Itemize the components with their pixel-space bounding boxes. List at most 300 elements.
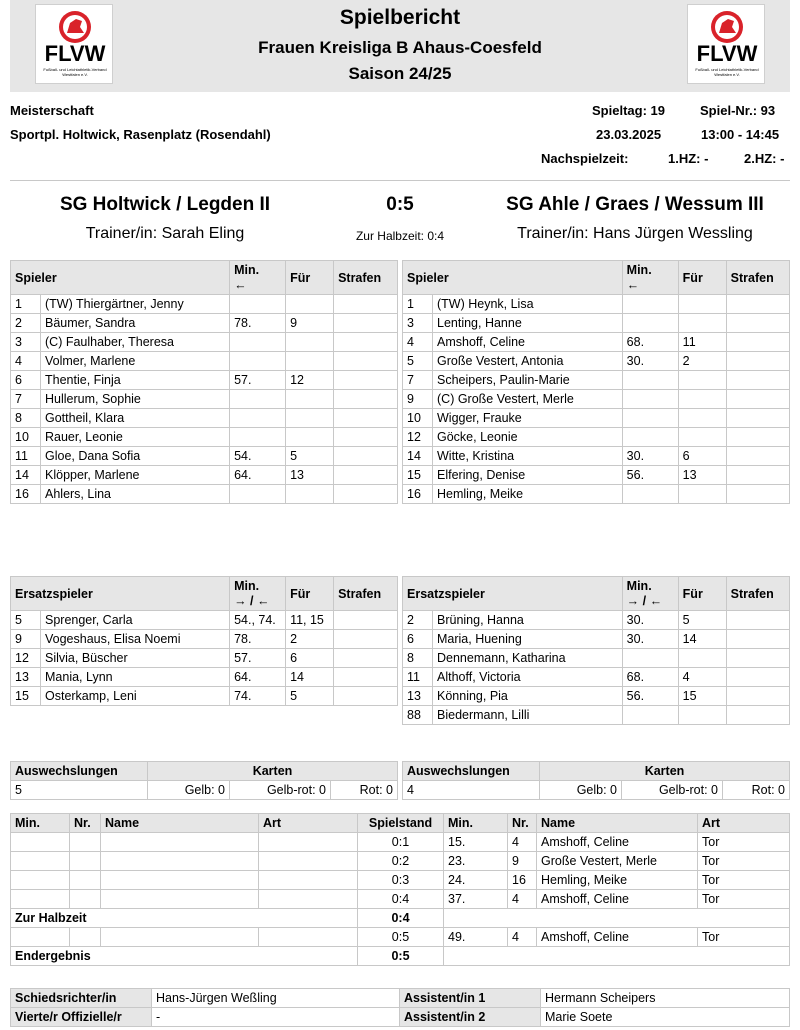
- player-number: 5: [11, 611, 41, 630]
- player-name: Könning, Pia: [433, 687, 623, 706]
- penalties-cell: [726, 295, 789, 314]
- player-number: 2: [11, 314, 41, 333]
- event-minute: 49.: [444, 928, 508, 947]
- event-number: 4: [508, 890, 537, 909]
- col-penalties: Strafen: [726, 577, 789, 611]
- penalties-cell: [334, 649, 398, 668]
- player-row: [11, 390, 398, 409]
- sub-for: 15: [678, 687, 726, 706]
- player-name: Gottheil, Klara: [41, 409, 230, 428]
- sub-minute: 30.: [622, 447, 678, 466]
- sub-minute: [622, 390, 678, 409]
- event-number: 16: [508, 871, 537, 890]
- assistant2-name: Marie Soete: [541, 1008, 790, 1027]
- home-event-cell: [259, 871, 358, 890]
- event-name: Amshoff, Celine: [537, 890, 698, 909]
- halftime-score: Zur Halbzeit: 0:4: [355, 229, 445, 243]
- assistant1-name: Hermann Scheipers: [541, 989, 790, 1008]
- sub-minute: [622, 314, 678, 333]
- home-event-cell: [11, 833, 70, 852]
- penalties-cell: [334, 687, 398, 706]
- penalties-cell: [726, 333, 789, 352]
- match-time: 13:00 - 14:45: [701, 127, 780, 142]
- fourth-official-name: -: [152, 1008, 400, 1027]
- event-minute: 24.: [444, 871, 508, 890]
- penalties-cell: [726, 706, 789, 725]
- penalties-cell: [334, 352, 398, 371]
- sub-minute: [230, 409, 286, 428]
- event-filler: [444, 909, 790, 928]
- event-type: Tor: [698, 928, 790, 947]
- cards-label: Karten: [540, 762, 790, 781]
- player-name: Dennemann, Katharina: [433, 649, 623, 668]
- svg-text:Westfalen e.V.: Westfalen e.V.: [62, 72, 88, 77]
- extra-time-1: 1.HZ: -: [668, 151, 709, 166]
- col-for: Für: [678, 577, 726, 611]
- player-number: 6: [403, 630, 433, 649]
- sub-for: [678, 295, 726, 314]
- col-min: Min. → / ←: [622, 577, 678, 611]
- player-row: [403, 314, 790, 333]
- player-row: [403, 295, 790, 314]
- sub-minute: [230, 390, 286, 409]
- home-event-cell: [11, 890, 70, 909]
- home-event-cell: [11, 928, 70, 947]
- event-score: 0:1: [358, 833, 444, 852]
- sub-minute: [622, 295, 678, 314]
- col-min: Min. ←: [230, 261, 286, 295]
- away-subs-table: [402, 576, 790, 725]
- sub-for: [286, 295, 334, 314]
- player-number: 16: [11, 485, 41, 504]
- col-for: Für: [286, 261, 334, 295]
- sub-minute: [230, 333, 286, 352]
- penalties-cell: [726, 668, 789, 687]
- referee-label: Schiedsrichter/in: [11, 989, 152, 1008]
- player-row: [403, 485, 790, 504]
- assistant1-label: Assistent/in 1: [400, 989, 541, 1008]
- penalties-cell: [726, 409, 789, 428]
- player-row: [403, 466, 790, 485]
- sub-for: 13: [678, 466, 726, 485]
- player-number: 10: [403, 409, 433, 428]
- player-name: Volmer, Marlene: [41, 352, 230, 371]
- sub-minute: 78.: [230, 314, 286, 333]
- subs-label: Auswechslungen: [403, 762, 540, 781]
- event-type: Tor: [698, 833, 790, 852]
- player-name: Elfering, Denise: [433, 466, 623, 485]
- penalties-cell: [726, 371, 789, 390]
- penalties-cell: [334, 630, 398, 649]
- sub-minute: 68.: [622, 333, 678, 352]
- sub-for: [286, 333, 334, 352]
- player-number: 10: [11, 428, 41, 447]
- col-player: Spieler: [11, 261, 230, 295]
- sub-for: 2: [678, 352, 726, 371]
- player-row: [11, 314, 398, 333]
- player-number: 5: [403, 352, 433, 371]
- penalties-cell: [334, 466, 398, 485]
- player-row: [403, 668, 790, 687]
- event-minute: 37.: [444, 890, 508, 909]
- home-event-cell: [259, 928, 358, 947]
- event-score: 0:3: [358, 871, 444, 890]
- sub-for: 14: [678, 630, 726, 649]
- col-for: Für: [678, 261, 726, 295]
- sub-minute: [230, 295, 286, 314]
- sub-for: 5: [286, 447, 334, 466]
- home-yellow-red: Gelb-rot: 0: [230, 781, 331, 800]
- player-name: Scheipers, Paulin-Marie: [433, 371, 623, 390]
- home-lineup-table: [10, 260, 398, 504]
- player-row: [403, 333, 790, 352]
- col-sub-player: Ersatzspieler: [11, 577, 230, 611]
- divider: [10, 180, 790, 181]
- player-name: (C) Faulhaber, Theresa: [41, 333, 230, 352]
- player-name: Bäumer, Sandra: [41, 314, 230, 333]
- player-name: Amshoff, Celine: [433, 333, 623, 352]
- player-number: 11: [11, 447, 41, 466]
- player-name: Gloe, Dana Sofia: [41, 447, 230, 466]
- penalties-cell: [334, 409, 398, 428]
- competition: Meisterschaft: [10, 103, 94, 118]
- player-number: 12: [11, 649, 41, 668]
- home-event-cell: [11, 871, 70, 890]
- home-subs-count: 5: [11, 781, 148, 800]
- event-minute: 15.: [444, 833, 508, 852]
- event-row: [11, 947, 790, 966]
- player-number: 1: [11, 295, 41, 314]
- sub-minute: 64.: [230, 466, 286, 485]
- sub-minute: 30.: [622, 352, 678, 371]
- event-row: [11, 852, 790, 871]
- penalties-cell: [334, 668, 398, 687]
- sub-for: 6: [286, 649, 334, 668]
- sub-for: [286, 390, 334, 409]
- sub-minute: 56.: [622, 687, 678, 706]
- player-row: [11, 447, 398, 466]
- away-lineup-table: [402, 260, 790, 504]
- sub-minute: [622, 649, 678, 668]
- event-name: Amshoff, Celine: [537, 833, 698, 852]
- home-event-cell: [101, 890, 259, 909]
- home-event-cell: [70, 871, 101, 890]
- player-name: Wigger, Frauke: [433, 409, 623, 428]
- penalties-cell: [726, 687, 789, 706]
- penalties-cell: [334, 390, 398, 409]
- svg-text:Fußball- und Leichtathletik-Ve: Fußball- und Leichtathletik-Verband: [695, 67, 759, 72]
- player-number: 9: [403, 390, 433, 409]
- home-team: SG Holtwick / Legden II: [59, 194, 271, 215]
- player-number: 88: [403, 706, 433, 725]
- sub-minute: 30.: [622, 611, 678, 630]
- report-title: Spielbericht: [339, 6, 461, 29]
- event-score: 0:2: [358, 852, 444, 871]
- penalties-cell: [726, 649, 789, 668]
- player-row: [11, 630, 398, 649]
- event-number: 4: [508, 928, 537, 947]
- venue: Sportpl. Holtwick, Rasenplatz (Rosendahl): [10, 127, 271, 142]
- player-number: 9: [11, 630, 41, 649]
- sub-for: 12: [286, 371, 334, 390]
- penalties-cell: [726, 611, 789, 630]
- home-event-cell: [70, 890, 101, 909]
- col-name: Name: [537, 814, 698, 833]
- event-name: Amshoff, Celine: [537, 928, 698, 947]
- player-name: Ahlers, Lina: [41, 485, 230, 504]
- player-name: Große Vestert, Antonia: [433, 352, 623, 371]
- col-nr: Nr.: [70, 814, 101, 833]
- sub-minute: [230, 428, 286, 447]
- away-subs-count: 4: [403, 781, 540, 800]
- event-label: Endergebnis: [11, 947, 358, 966]
- player-name: Mania, Lynn: [41, 668, 230, 687]
- penalties-cell: [726, 314, 789, 333]
- col-min: Min.: [11, 814, 70, 833]
- player-number: 6: [11, 371, 41, 390]
- sub-minute: 68.: [622, 668, 678, 687]
- col-sub-player: Ersatzspieler: [403, 577, 623, 611]
- player-row: [403, 371, 790, 390]
- event-minute: 23.: [444, 852, 508, 871]
- sub-for: [678, 649, 726, 668]
- penalties-cell: [334, 447, 398, 466]
- player-number: 3: [403, 314, 433, 333]
- player-name: Biedermann, Lilli: [433, 706, 623, 725]
- player-name: Hemling, Meike: [433, 485, 623, 504]
- penalties-cell: [726, 466, 789, 485]
- referee-name: Hans-Jürgen Weßling: [152, 989, 400, 1008]
- player-row: [11, 352, 398, 371]
- player-row: [11, 649, 398, 668]
- player-name: Osterkamp, Leni: [41, 687, 230, 706]
- player-row: [403, 352, 790, 371]
- league-name: Frauen Kreisliga B Ahaus-Coesfeld: [258, 38, 542, 57]
- player-row: [11, 428, 398, 447]
- svg-text:Westfalen e.V.: Westfalen e.V.: [714, 72, 740, 77]
- sub-for: [678, 409, 726, 428]
- sub-for: 9: [286, 314, 334, 333]
- sub-for: 11, 15: [286, 611, 334, 630]
- event-type: Tor: [698, 852, 790, 871]
- sub-for: [286, 352, 334, 371]
- sub-minute: 78.: [230, 630, 286, 649]
- event-type: Tor: [698, 871, 790, 890]
- player-number: 4: [403, 333, 433, 352]
- penalties-cell: [334, 611, 398, 630]
- sub-for: [678, 485, 726, 504]
- player-number: 7: [403, 371, 433, 390]
- player-number: 11: [403, 668, 433, 687]
- player-row: [11, 485, 398, 504]
- home-event-cell: [259, 833, 358, 852]
- away-coach: Trainer/in: Hans Jürgen Wessling: [517, 225, 753, 242]
- home-event-cell: [70, 928, 101, 947]
- assistant2-label: Assistent/in 2: [400, 1008, 541, 1027]
- sub-for: [286, 485, 334, 504]
- match-date: 23.03.2025: [596, 127, 662, 142]
- home-summary-table: [10, 761, 398, 800]
- player-name: (TW) Heynk, Lisa: [433, 295, 623, 314]
- penalties-cell: [334, 485, 398, 504]
- player-row: [11, 687, 398, 706]
- player-name: Klöpper, Marlene: [41, 466, 230, 485]
- player-row: [403, 428, 790, 447]
- penalties-cell: [334, 295, 398, 314]
- sub-minute: 74.: [230, 687, 286, 706]
- away-summary-table: [402, 761, 790, 800]
- sub-for: [286, 428, 334, 447]
- away-yellow-red: Gelb-rot: 0: [622, 781, 723, 800]
- player-number: 15: [403, 466, 433, 485]
- player-row: [403, 611, 790, 630]
- event-score: 0:4: [358, 890, 444, 909]
- penalties-cell: [726, 390, 789, 409]
- player-name: (TW) Thiergärtner, Jenny: [41, 295, 230, 314]
- player-number: 13: [403, 687, 433, 706]
- extra-time-2: 2.HZ: -: [744, 151, 785, 166]
- player-row: [11, 333, 398, 352]
- penalties-cell: [726, 447, 789, 466]
- player-name: Thentie, Finja: [41, 371, 230, 390]
- col-penalties: Strafen: [334, 577, 398, 611]
- player-number: 7: [11, 390, 41, 409]
- player-row: [403, 706, 790, 725]
- event-score: 0:5: [358, 947, 444, 966]
- home-event-cell: [101, 833, 259, 852]
- penalties-cell: [726, 352, 789, 371]
- player-number: 15: [11, 687, 41, 706]
- sub-for: [678, 314, 726, 333]
- sub-for: 13: [286, 466, 334, 485]
- player-number: 16: [403, 485, 433, 504]
- player-name: Althoff, Victoria: [433, 668, 623, 687]
- season: Saison 24/25: [348, 64, 452, 83]
- player-name: Hullerum, Sophie: [41, 390, 230, 409]
- player-row: [11, 371, 398, 390]
- event-row: [11, 928, 790, 947]
- sub-minute: 30.: [622, 630, 678, 649]
- cards-label: Karten: [148, 762, 398, 781]
- col-min: Min.: [444, 814, 508, 833]
- col-type: Art: [259, 814, 358, 833]
- player-row: [403, 630, 790, 649]
- player-row: [11, 668, 398, 687]
- sub-for: 11: [678, 333, 726, 352]
- home-yellow: Gelb: 0: [148, 781, 230, 800]
- arrow-in-out-icon: → / ←: [234, 593, 270, 608]
- sub-minute: [622, 485, 678, 504]
- player-row: [11, 295, 398, 314]
- col-player: Spieler: [403, 261, 623, 295]
- player-name: Maria, Huening: [433, 630, 623, 649]
- player-number: 12: [403, 428, 433, 447]
- away-red: Rot: 0: [723, 781, 790, 800]
- player-number: 14: [403, 447, 433, 466]
- sub-for: 4: [678, 668, 726, 687]
- player-name: Vogeshaus, Elisa Noemi: [41, 630, 230, 649]
- home-event-cell: [259, 852, 358, 871]
- player-row: [11, 409, 398, 428]
- subs-label: Auswechslungen: [11, 762, 148, 781]
- penalties-cell: [334, 428, 398, 447]
- sub-minute: [622, 706, 678, 725]
- player-name: Brüning, Hanna: [433, 611, 623, 630]
- col-name: Name: [101, 814, 259, 833]
- sub-for: [678, 390, 726, 409]
- events-table: [10, 813, 790, 966]
- player-name: (C) Große Vestert, Merle: [433, 390, 623, 409]
- officials-table: [10, 988, 790, 1027]
- arrow-left-icon: ←: [234, 277, 247, 292]
- event-name: Große Vestert, Merle: [537, 852, 698, 871]
- sub-for: [678, 706, 726, 725]
- event-number: 4: [508, 833, 537, 852]
- player-row: [403, 447, 790, 466]
- sub-minute: 56.: [622, 466, 678, 485]
- sub-for: [678, 428, 726, 447]
- home-event-cell: [70, 852, 101, 871]
- col-min: Min. → / ←: [230, 577, 286, 611]
- player-name: Göcke, Leonie: [433, 428, 623, 447]
- player-name: Witte, Kristina: [433, 447, 623, 466]
- player-number: 8: [11, 409, 41, 428]
- home-event-cell: [11, 852, 70, 871]
- home-coach: Trainer/in: Sarah Eling: [85, 225, 245, 242]
- home-event-cell: [259, 890, 358, 909]
- player-number: 3: [11, 333, 41, 352]
- player-number: 2: [403, 611, 433, 630]
- player-number: 1: [403, 295, 433, 314]
- sub-minute: [230, 352, 286, 371]
- fourth-official-label: Vierte/r Offizielle/r: [11, 1008, 152, 1027]
- svg-text:Fußball- und Leichtathletik-Ve: Fußball- und Leichtathletik-Verband: [43, 67, 107, 72]
- event-label: Zur Halbzeit: [11, 909, 358, 928]
- home-event-cell: [101, 852, 259, 871]
- final-score: 0:5: [386, 194, 414, 215]
- extra-time-label: Nachspielzeit:: [541, 151, 629, 166]
- player-row: [11, 611, 398, 630]
- event-row: [11, 909, 790, 928]
- svg-text:FLVW: FLVW: [44, 41, 106, 66]
- col-score: Spielstand: [358, 814, 444, 833]
- matchday: Spieltag: 19: [592, 103, 665, 118]
- sub-minute: 57.: [230, 649, 286, 668]
- player-row: [403, 409, 790, 428]
- arrow-left-icon: ←: [626, 277, 640, 292]
- home-subs-table: [10, 576, 398, 706]
- sub-for: 6: [678, 447, 726, 466]
- sub-minute: [622, 428, 678, 447]
- penalties-cell: [726, 428, 789, 447]
- sub-for: 5: [286, 687, 334, 706]
- penalties-cell: [726, 630, 789, 649]
- event-score: 0:4: [358, 909, 444, 928]
- player-row: [403, 390, 790, 409]
- sub-for: [286, 409, 334, 428]
- col-min: Min. ←: [622, 261, 678, 295]
- col-type: Art: [698, 814, 790, 833]
- home-event-cell: [101, 928, 259, 947]
- player-name: Sprenger, Carla: [41, 611, 230, 630]
- match-number: Spiel-Nr.: 93: [700, 103, 776, 118]
- home-red: Rot: 0: [331, 781, 398, 800]
- col-for: Für: [286, 577, 334, 611]
- event-name: Hemling, Meike: [537, 871, 698, 890]
- sub-minute: [230, 485, 286, 504]
- sub-minute: [622, 371, 678, 390]
- penalties-cell: [334, 371, 398, 390]
